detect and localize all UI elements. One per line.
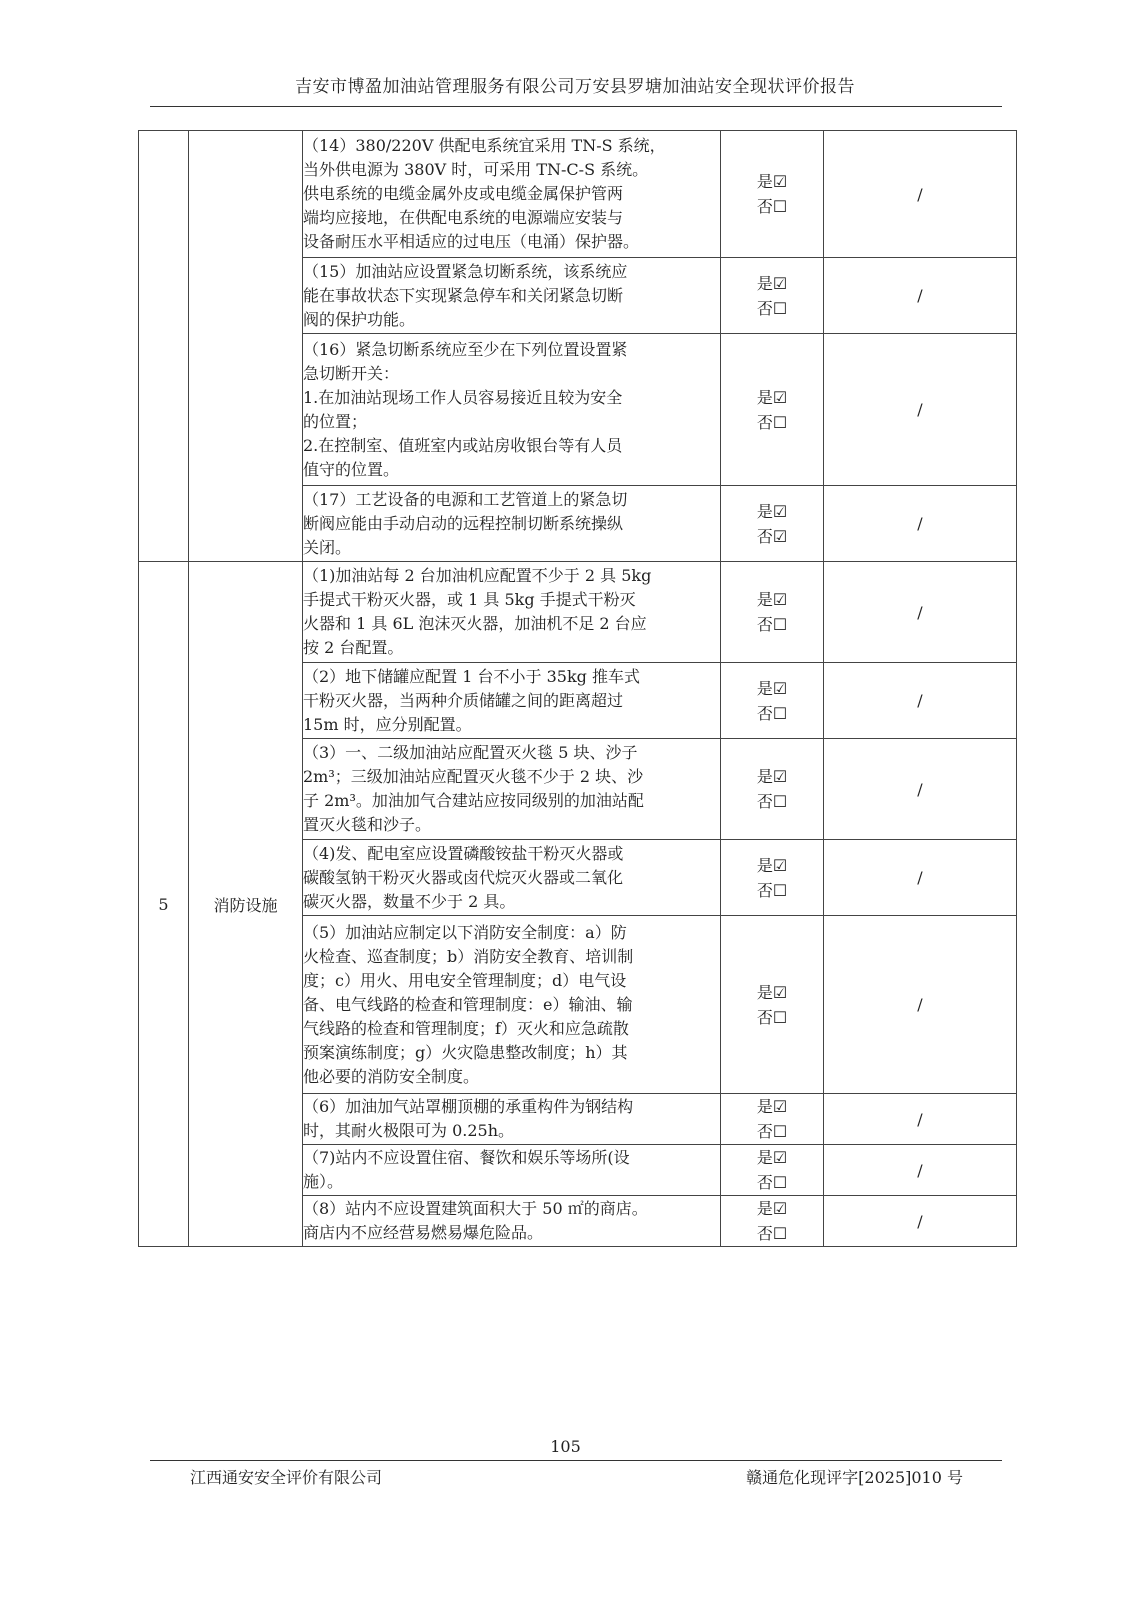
requirement-text-cell [303, 1094, 721, 1145]
requirement-text-cell [303, 916, 721, 1094]
result-cell: / [824, 1094, 1017, 1145]
yes-checkbox[interactable]: 是☑ [756, 982, 788, 1002]
compliance-checkbox-cell [721, 1145, 824, 1196]
page-number: 105 [550, 1437, 581, 1456]
requirement-line: 火器和 1 具 6L 泡沫灭火器，加油机不足 2 台应 [303, 614, 647, 633]
result-cell: / [824, 840, 1017, 916]
requirement-line: （4)发、配电室应设置磷酸铵盐干粉灭火器或 [303, 843, 624, 863]
no-checkbox[interactable]: 否☐ [756, 197, 788, 216]
requirement-text-cell [303, 258, 721, 334]
no-checkbox[interactable]: 否☐ [756, 1173, 788, 1192]
compliance-checkbox-cell [721, 562, 824, 663]
no-checkbox[interactable]: 否☐ [756, 1007, 788, 1027]
result-cell: / [824, 739, 1017, 840]
requirement-line: 施）。 [303, 1172, 344, 1191]
requirement-line: （16）紧急切断系统应至少在下列位置设置紧 [303, 339, 628, 359]
result-cell: / [824, 334, 1017, 486]
requirement-text-cell [303, 486, 721, 562]
yes-checkbox[interactable]: 是☑ [756, 767, 788, 786]
requirement-line: 备、电气线路的检查和管理制度：e）输油、输 [303, 994, 633, 1014]
result-cell: / [824, 258, 1017, 334]
requirement-line: 干粉灭火器，当两种介质储罐之间的距离超过 [303, 690, 624, 710]
result-cell: / [824, 131, 1017, 258]
requirement-line: 端均应接地，在供配电系统的电源端应安装与 [303, 208, 624, 227]
footer-company: 江西通安安全评价有限公司 [190, 1468, 383, 1487]
page-header-title: 吉安市博盈加油站管理服务有限公司万安县罗塘加油站安全现状评价报告 [295, 77, 855, 97]
requirement-line: 值守的位置。 [303, 459, 400, 479]
footer-doc-number: 赣通危化现评字[2025]010 号 [746, 1468, 963, 1487]
section-number-cell: 5 [139, 562, 189, 1247]
yes-checkbox[interactable]: 是☑ [756, 1097, 788, 1116]
result-cell: / [824, 916, 1017, 1094]
result-cell: / [824, 486, 1017, 562]
compliance-checkbox-cell [721, 131, 824, 258]
compliance-checkbox-cell [721, 258, 824, 334]
compliance-checkbox-cell [721, 739, 824, 840]
header-divider [150, 106, 1002, 107]
requirement-line: （14）380/220V 供配电系统宜采用 TN-S 系统， [303, 136, 666, 155]
result-cell: / [824, 1145, 1017, 1196]
no-checkbox[interactable]: 否☐ [756, 703, 788, 723]
requirement-line: （15）加油站应设置紧急切断系统，该系统应 [303, 261, 628, 281]
yes-checkbox[interactable]: 是☑ [756, 273, 788, 293]
requirement-line: 预案演练制度；g）火灾隐患整改制度；h）其 [303, 1042, 628, 1062]
requirement-line: 1.在加油站现场工作人员容易接近且较为安全 [303, 387, 623, 407]
no-checkbox[interactable]: 否☐ [756, 1224, 788, 1243]
requirement-line: 火检查、巡查制度；b）消防安全教育、培训制 [303, 946, 634, 966]
yes-checkbox[interactable]: 是☑ [756, 590, 788, 609]
compliance-checkbox-cell [721, 1094, 824, 1145]
requirement-line: 阀的保护功能。 [303, 309, 416, 329]
requirement-text-cell [303, 663, 721, 739]
requirement-line: （6）加油加气站罩棚顶棚的承重构件为钢结构 [303, 1097, 634, 1116]
requirement-line: 的位置； [303, 411, 368, 431]
no-checkbox[interactable]: 否☐ [756, 298, 788, 318]
yes-checkbox[interactable]: 是☑ [756, 855, 788, 875]
requirement-text-cell [303, 840, 721, 916]
footer-divider [150, 1460, 1002, 1461]
no-checkbox[interactable]: 否☐ [756, 412, 788, 432]
requirement-line: 当外供电源为 380V 时，可采用 TN-C-S 系统。 [303, 160, 649, 179]
yes-checkbox[interactable]: 是☑ [756, 1148, 788, 1167]
requirement-line: 度；c）用火、用电安全管理制度；d）电气设 [303, 970, 627, 990]
table-row [139, 562, 1017, 663]
result-cell: / [824, 562, 1017, 663]
requirement-line: 2.在控制室、值班室内或站房收银台等有人员 [303, 435, 623, 455]
result-cell: / [824, 663, 1017, 739]
compliance-checkbox-cell [721, 663, 824, 739]
requirement-line: 子 2m³。加油加气合建站应按同级别的加油站配 [303, 791, 644, 810]
requirement-line: 置灭火毯和沙子。 [303, 815, 432, 834]
requirement-line: 供电系统的电缆金属外皮或电缆金属保护管两 [303, 184, 624, 203]
requirement-line: 急切断开关： [303, 363, 400, 383]
compliance-checkbox-cell [721, 1196, 824, 1247]
requirement-text-cell [303, 334, 721, 486]
yes-checkbox[interactable]: 是☑ [756, 1199, 788, 1218]
requirement-line: （5）加油站应制定以下消防安全制度：a）防 [303, 922, 627, 942]
requirement-line: （7)站内不应设置住宿、餐饮和娱乐等场所(设 [303, 1148, 630, 1167]
requirement-line: 商店内不应经营易燃易爆危险品。 [303, 1223, 544, 1242]
requirement-text-cell [303, 1196, 721, 1247]
requirement-line: （8）站内不应设置建筑面积大于 50 ㎡的商店。 [303, 1199, 648, 1218]
requirement-line: 碳灭火器，数量不少于 2 具。 [303, 891, 516, 911]
requirement-line: （2）地下储罐应配置 1 台不小于 35kg 推车式 [303, 666, 641, 686]
yes-checkbox[interactable]: 是☑ [756, 387, 788, 407]
requirement-line: 他必要的消防安全制度。 [303, 1066, 480, 1086]
compliance-checkbox-cell [721, 840, 824, 916]
requirement-text-cell [303, 562, 721, 663]
requirement-line: （3）一、二级加油站应配置灭火毯 5 块、沙子 [303, 743, 638, 762]
no-checkbox[interactable]: 否☐ [756, 615, 788, 634]
requirement-line: 关闭。 [303, 537, 352, 557]
evaluation-table [138, 130, 1017, 1247]
requirement-line: 能在事故状态下实现紧急停车和关闭紧急切断 [303, 285, 624, 305]
requirement-line: 15m 时，应分别配置。 [303, 714, 472, 734]
requirement-line: 碳酸氢钠干粉灭火器或卤代烷灭火器或二氧化 [303, 867, 624, 887]
section-category-cell [189, 131, 303, 562]
requirement-line: 手提式干粉灭火器，或 1 具 5kg 手提式干粉灭 [303, 590, 636, 609]
section-number-cell [139, 131, 189, 562]
table-row [139, 131, 1017, 258]
requirement-line: （1)加油站每 2 台加油机应配置不少于 2 具 5kg [303, 566, 652, 585]
requirement-line: 气线路的检查和管理制度；f）灭火和应急疏散 [303, 1018, 629, 1038]
compliance-checkbox-cell [721, 334, 824, 486]
yes-checkbox[interactable]: 是☑ [756, 678, 788, 698]
result-cell: / [824, 1196, 1017, 1247]
requirement-line: 断阀应能由手动启动的远程控制切断系统操纵 [303, 513, 624, 533]
yes-checkbox[interactable]: 是☑ [756, 501, 788, 521]
no-checkbox[interactable]: 否☐ [756, 1122, 788, 1141]
requirement-line: 按 2 台配置。 [303, 638, 404, 657]
no-checkbox[interactable]: 否☐ [756, 792, 788, 811]
requirement-text-cell [303, 739, 721, 840]
requirement-text-cell [303, 1145, 721, 1196]
section-category-cell: 消防设施 [189, 562, 303, 1247]
yes-checkbox[interactable]: 是☑ [756, 172, 788, 191]
requirement-line: 设备耐压水平相适应的过电压（电涌）保护器。 [303, 232, 640, 251]
compliance-checkbox-cell [721, 916, 824, 1094]
requirement-text-cell [303, 131, 721, 258]
requirement-line: 时，其耐火极限可为 0.25h。 [303, 1121, 515, 1140]
requirement-line: （17）工艺设备的电源和工艺管道上的紧急切 [303, 489, 628, 509]
no-checkbox[interactable]: 否☑ [756, 526, 788, 546]
compliance-checkbox-cell [721, 486, 824, 562]
requirement-line: 2m³；三级加油站应配置灭火毯不少于 2 块、沙 [303, 767, 644, 786]
no-checkbox[interactable]: 否☐ [756, 880, 788, 900]
